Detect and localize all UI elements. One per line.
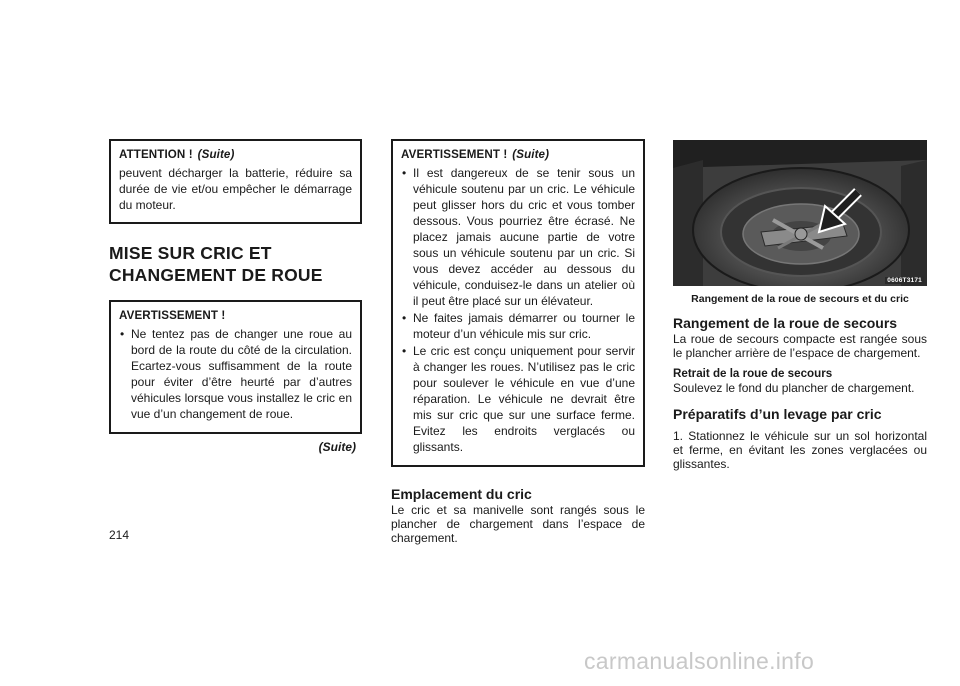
list-item-text: Il est dangereux de se tenir sous un véhicule soutenu par un cric. Le véhicule peut glisser hors du cric et vous tomber dessous. Vous pourriez être écrasé. Ne placez jamais aucune partie de votre sous un véhicule soutenu par un cric. Si vous devez accéder au dessous du véhicule, conduisez-le dans un atelier où il peut être placé sur un élévateur. <box>413 166 635 308</box>
bullet-icon: • <box>402 311 407 325</box>
spare-removal-title: Retrait de la roue de secours <box>673 367 833 380</box>
warning-box-2 <box>391 139 645 467</box>
section-heading <box>109 242 362 286</box>
photo-id: 0606T3171 <box>887 277 922 284</box>
attention-text: peuvent décharger la batterie, réduire sa durée de vie et/ou empêcher le démarrage du moteur. <box>119 166 352 212</box>
warning-title: AVERTISSEMENT ! <box>119 309 226 322</box>
warning-box-1 <box>109 300 362 434</box>
warning-list-2 <box>401 165 635 455</box>
page-number: 214 <box>109 528 130 542</box>
spare-storage-title: Rangement de la roue de secours <box>673 315 898 331</box>
list-item-text: Ne tentez pas de changer une roue au bord de la route du côté de la circulation. Ecartez-vous suffisamment de la route pour éviter d’être heurté par d’autres véhicules lorsque vous installez le cric en vue d’un changement de roue. <box>131 327 352 421</box>
warning-title-2-text: AVERTISSEMENT ! <box>401 148 508 161</box>
list-item <box>119 326 352 422</box>
list-item <box>401 165 635 309</box>
continued-label: (Suite) <box>318 440 356 454</box>
spare-removal-text: Soulevez le fond du plancher de chargement. <box>673 381 915 395</box>
watermark: carmanualsonline.info <box>584 648 815 674</box>
list-item-text: Le cric est conçu uniquement pour servir à changer les roues. N’utilisez pas le cric pour soulever le véhicule en vue d’une réparation. Le véhicule ne devrait être mis sur cric que sur une surface ferme. Evitez les endroits verglacés ou glissants. <box>413 344 635 454</box>
jacking-prep-text: 1. Stationnez le véhicule sur un sol horizontal et ferme, en évitant les zones verglacées ou glissantes. <box>673 429 927 471</box>
spare-wheel-photo <box>673 140 927 286</box>
section-heading-line2: CHANGEMENT DE ROUE <box>109 265 323 285</box>
attention-title <box>119 148 352 161</box>
column-right <box>673 140 927 471</box>
column-left <box>109 139 362 454</box>
section-heading-line1: MISE SUR CRIC ET <box>109 243 272 263</box>
jack-location-text: Le cric et sa manivelle sont rangés sous le plancher de chargement dans l’espace de chargement. <box>391 503 645 545</box>
warning-continued: (Suite) <box>512 148 550 161</box>
attention-box <box>109 139 362 224</box>
jack-location-title: Emplacement du cric <box>391 486 532 502</box>
list-item-text: Ne faites jamais démarrer ou tourner le moteur d’un véhicule mis sur cric. <box>413 311 635 341</box>
column-middle <box>391 139 645 545</box>
photo-caption: Rangement de la roue de secours et du cric <box>691 293 909 305</box>
bullet-icon: • <box>402 166 407 180</box>
attention-continued: (Suite) <box>197 148 235 161</box>
attention-title-text: ATTENTION ! <box>119 148 193 161</box>
warning-title-2 <box>401 148 635 161</box>
list-item <box>401 343 635 455</box>
spare-storage-text: La roue de secours compacte est rangée sous le plancher arrière de l’espace de chargement. <box>673 332 927 360</box>
list-item <box>401 310 635 342</box>
bullet-icon: • <box>120 327 125 341</box>
spare-wheel-illustration <box>673 140 927 286</box>
warning-list <box>119 326 352 422</box>
jacking-prep-title: Préparatifs d’un levage par cric <box>673 406 882 422</box>
bullet-icon: • <box>402 344 407 358</box>
